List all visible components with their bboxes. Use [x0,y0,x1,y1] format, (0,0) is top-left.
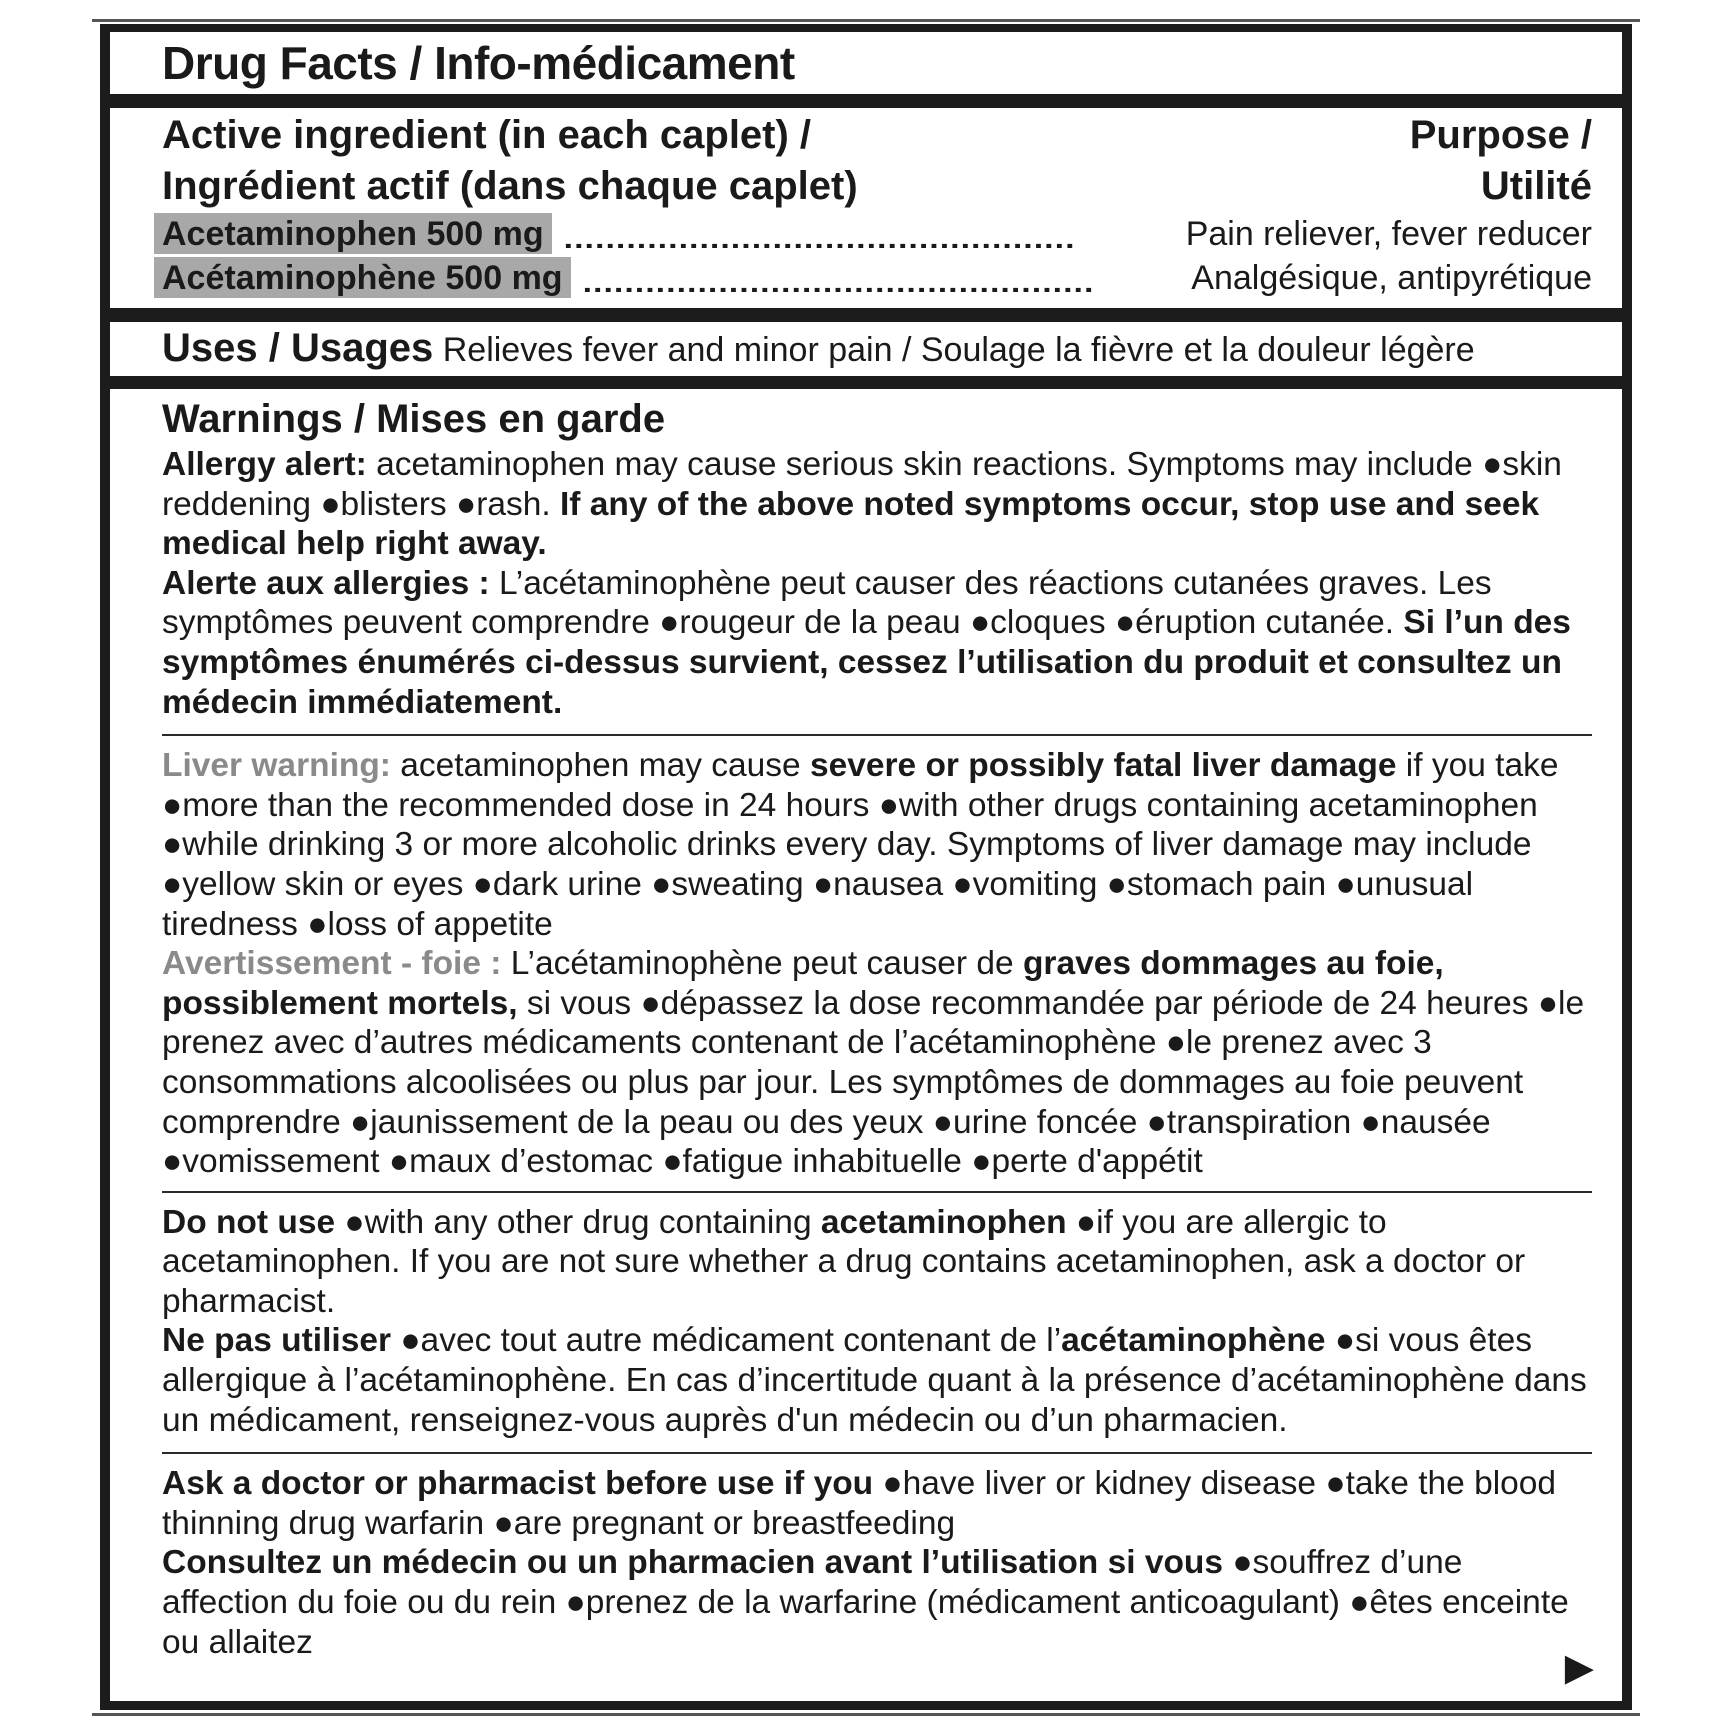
ask-doctor-fr [162,1543,1592,1662]
allergy-alert-text: acetaminophen may cause serious skin reactions. Symptoms may include ●skin reddening ●blisters ●rash. [162,446,1562,523]
liver-warning-text-fr: L’acétaminophène peut causer de [501,945,1023,983]
allergy-alert-text-fr: L’acétaminophène peut causer des réactions cutanées graves. Les symptômes peuvent comprendre ●rougeur de la peau ●cloques ●éruption cutanée. [162,564,1492,642]
liver-warning-text: acetaminophen may cause [390,747,810,785]
do-not-use-text-fr: ●avec tout autre médicament contenant de l’ [391,1322,1062,1360]
ingredient-name: Acétaminophène 500 mg [154,257,571,298]
dot-leader: ................................................. [563,228,1076,248]
active-ingredient-heading-en: Active ingredient (in each caplet) / [162,113,812,157]
top-rule [92,19,1640,22]
ingredient-purpose: Pain reliever, fever reducer [1185,215,1592,253]
liver-warning-emphasis-fr: graves dommages au foie, possiblement mortels, [162,945,1444,1022]
ask-doctor-label: Ask a doctor or pharmacist before use if you [162,1465,874,1503]
ask-doctor-text-fr: ●souffrez d’une affection du foie ou du rein ●prenez de la warfarine (médicament anticoagulant) ●êtes enceinte ou allaitez [162,1544,1569,1661]
allergy-alert-fr [162,564,1592,722]
uses-box [110,322,1622,376]
do-not-use-emphasis-fr: acétaminophène [1061,1322,1326,1360]
liver-warning-fr [162,944,1592,1182]
section-divider [162,1191,1592,1193]
liver-warning-label: Liver warning: [162,747,391,785]
do-not-use-label-fr: Ne pas utiliser [162,1322,392,1360]
liver-warning-text-rest-fr: si vous ●dépassez la dose recommandée par période de 24 heures ●le prenez avec d’autres médicaments contenant de l’acétaminophène ●le prenez avec 3 consommations alcoolisées ou plus par jour. Les symptômes de dommages au foie peuvent comprendre ●jaunissement de la peau ou des yeux ●urine foncée ●transpiration ●nausée ●vomissement ●maux d’estomac ●fatigue inhabituelle ●perte d'appétit [162,984,1585,1181]
allergy-alert-emphasis: If any of the above noted symptoms occur, stop use and seek medical help right away. [162,485,1540,563]
section-divider [162,734,1592,736]
do-not-use-text-rest-fr: ●si vous êtes allergique à l’acétaminophène. En cas d’incertitude quant à la présence d’acétaminophène dans un médicament, renseignez-vous auprès d'un médecin ou d’un pharmacien. [162,1322,1587,1439]
ingredient-row [154,210,1592,254]
ingredient-row [154,254,1592,298]
bottom-rule [92,1713,1640,1716]
do-not-use-text: ●with any other drug containing [335,1203,821,1241]
liver-warning-emphasis: severe or possibly fatal liver damage [809,747,1397,785]
page-title: Drug Facts / Info-médicament [162,37,795,89]
warnings-box [110,389,1622,1701]
ingredient-name: Acetaminophen 500 mg [154,213,552,254]
purpose-heading-fr: Utilité [1480,164,1592,208]
purpose-heading-en: Purpose / [1409,113,1592,157]
ask-doctor-text: ●have liver or kidney disease ●take the blood thinning drug warfarin ●are pregnant or breastfeeding [162,1465,1557,1542]
do-not-use-emphasis: acetaminophen [820,1203,1067,1241]
title-box [110,32,1622,94]
active-ingredient-heading [162,110,858,212]
dot-leader: ................................................. [582,272,1095,292]
allergy-alert-label: Allergy alert: [162,446,367,483]
warnings-title: Warnings / Mises en garde [162,397,666,441]
liver-warning-label-fr: Avertissement - foie : [162,945,502,983]
liver-warning-text-rest: if you take ●more than the recommended dose in 24 hours ●with other drugs containing acetaminophen ●while drinking 3 or more alcoholic drinks every day. Symptoms of liver damage may include ●yellow skin or eyes ●dark urine ●sweating ●nausea ●vomiting ●stomach pain ●unusual tiredness ●loss of appetite [162,747,1559,943]
do-not-use-en [162,1203,1592,1322]
do-not-use-text-rest: ●if you are allergic to acetaminophen. If you are not sure whether a drug contains acetaminophen, ask a doctor or pharmacist. [162,1203,1526,1320]
allergy-alert-label-fr: Alerte aux allergies : [162,564,490,602]
warnings-content [162,389,1592,1662]
liver-warning-en [162,746,1592,944]
active-ingredient-box [110,108,1622,308]
active-ingredient-heading-fr: Ingrédient actif (dans chaque caplet) [162,164,858,208]
uses-label: Uses / Usages [162,326,434,370]
ingredient-purpose: Analgésique, antipyrétique [1191,259,1592,297]
continue-arrow-icon: ▶ [1564,1647,1594,1689]
allergy-alert-emphasis-fr: Si l’un des symptômes énumérés ci-dessus survient, cessez l’utilisation du produit et consultez un médecin immédiatement. [162,604,1571,721]
do-not-use-label: Do not use [162,1203,336,1241]
section-divider [162,1452,1592,1454]
ask-doctor-en [162,1464,1592,1543]
purpose-heading [1410,110,1592,212]
uses-text: Relieves fever and minor pain / Soulage la fièvre et la douleur légère [433,331,1475,369]
allergy-alert-en [162,445,1592,564]
uses-line [162,324,1475,374]
do-not-use-fr [162,1321,1592,1440]
ask-doctor-label-fr: Consultez un médecin ou un pharmacien avant l’utilisation si vous [162,1544,1224,1582]
